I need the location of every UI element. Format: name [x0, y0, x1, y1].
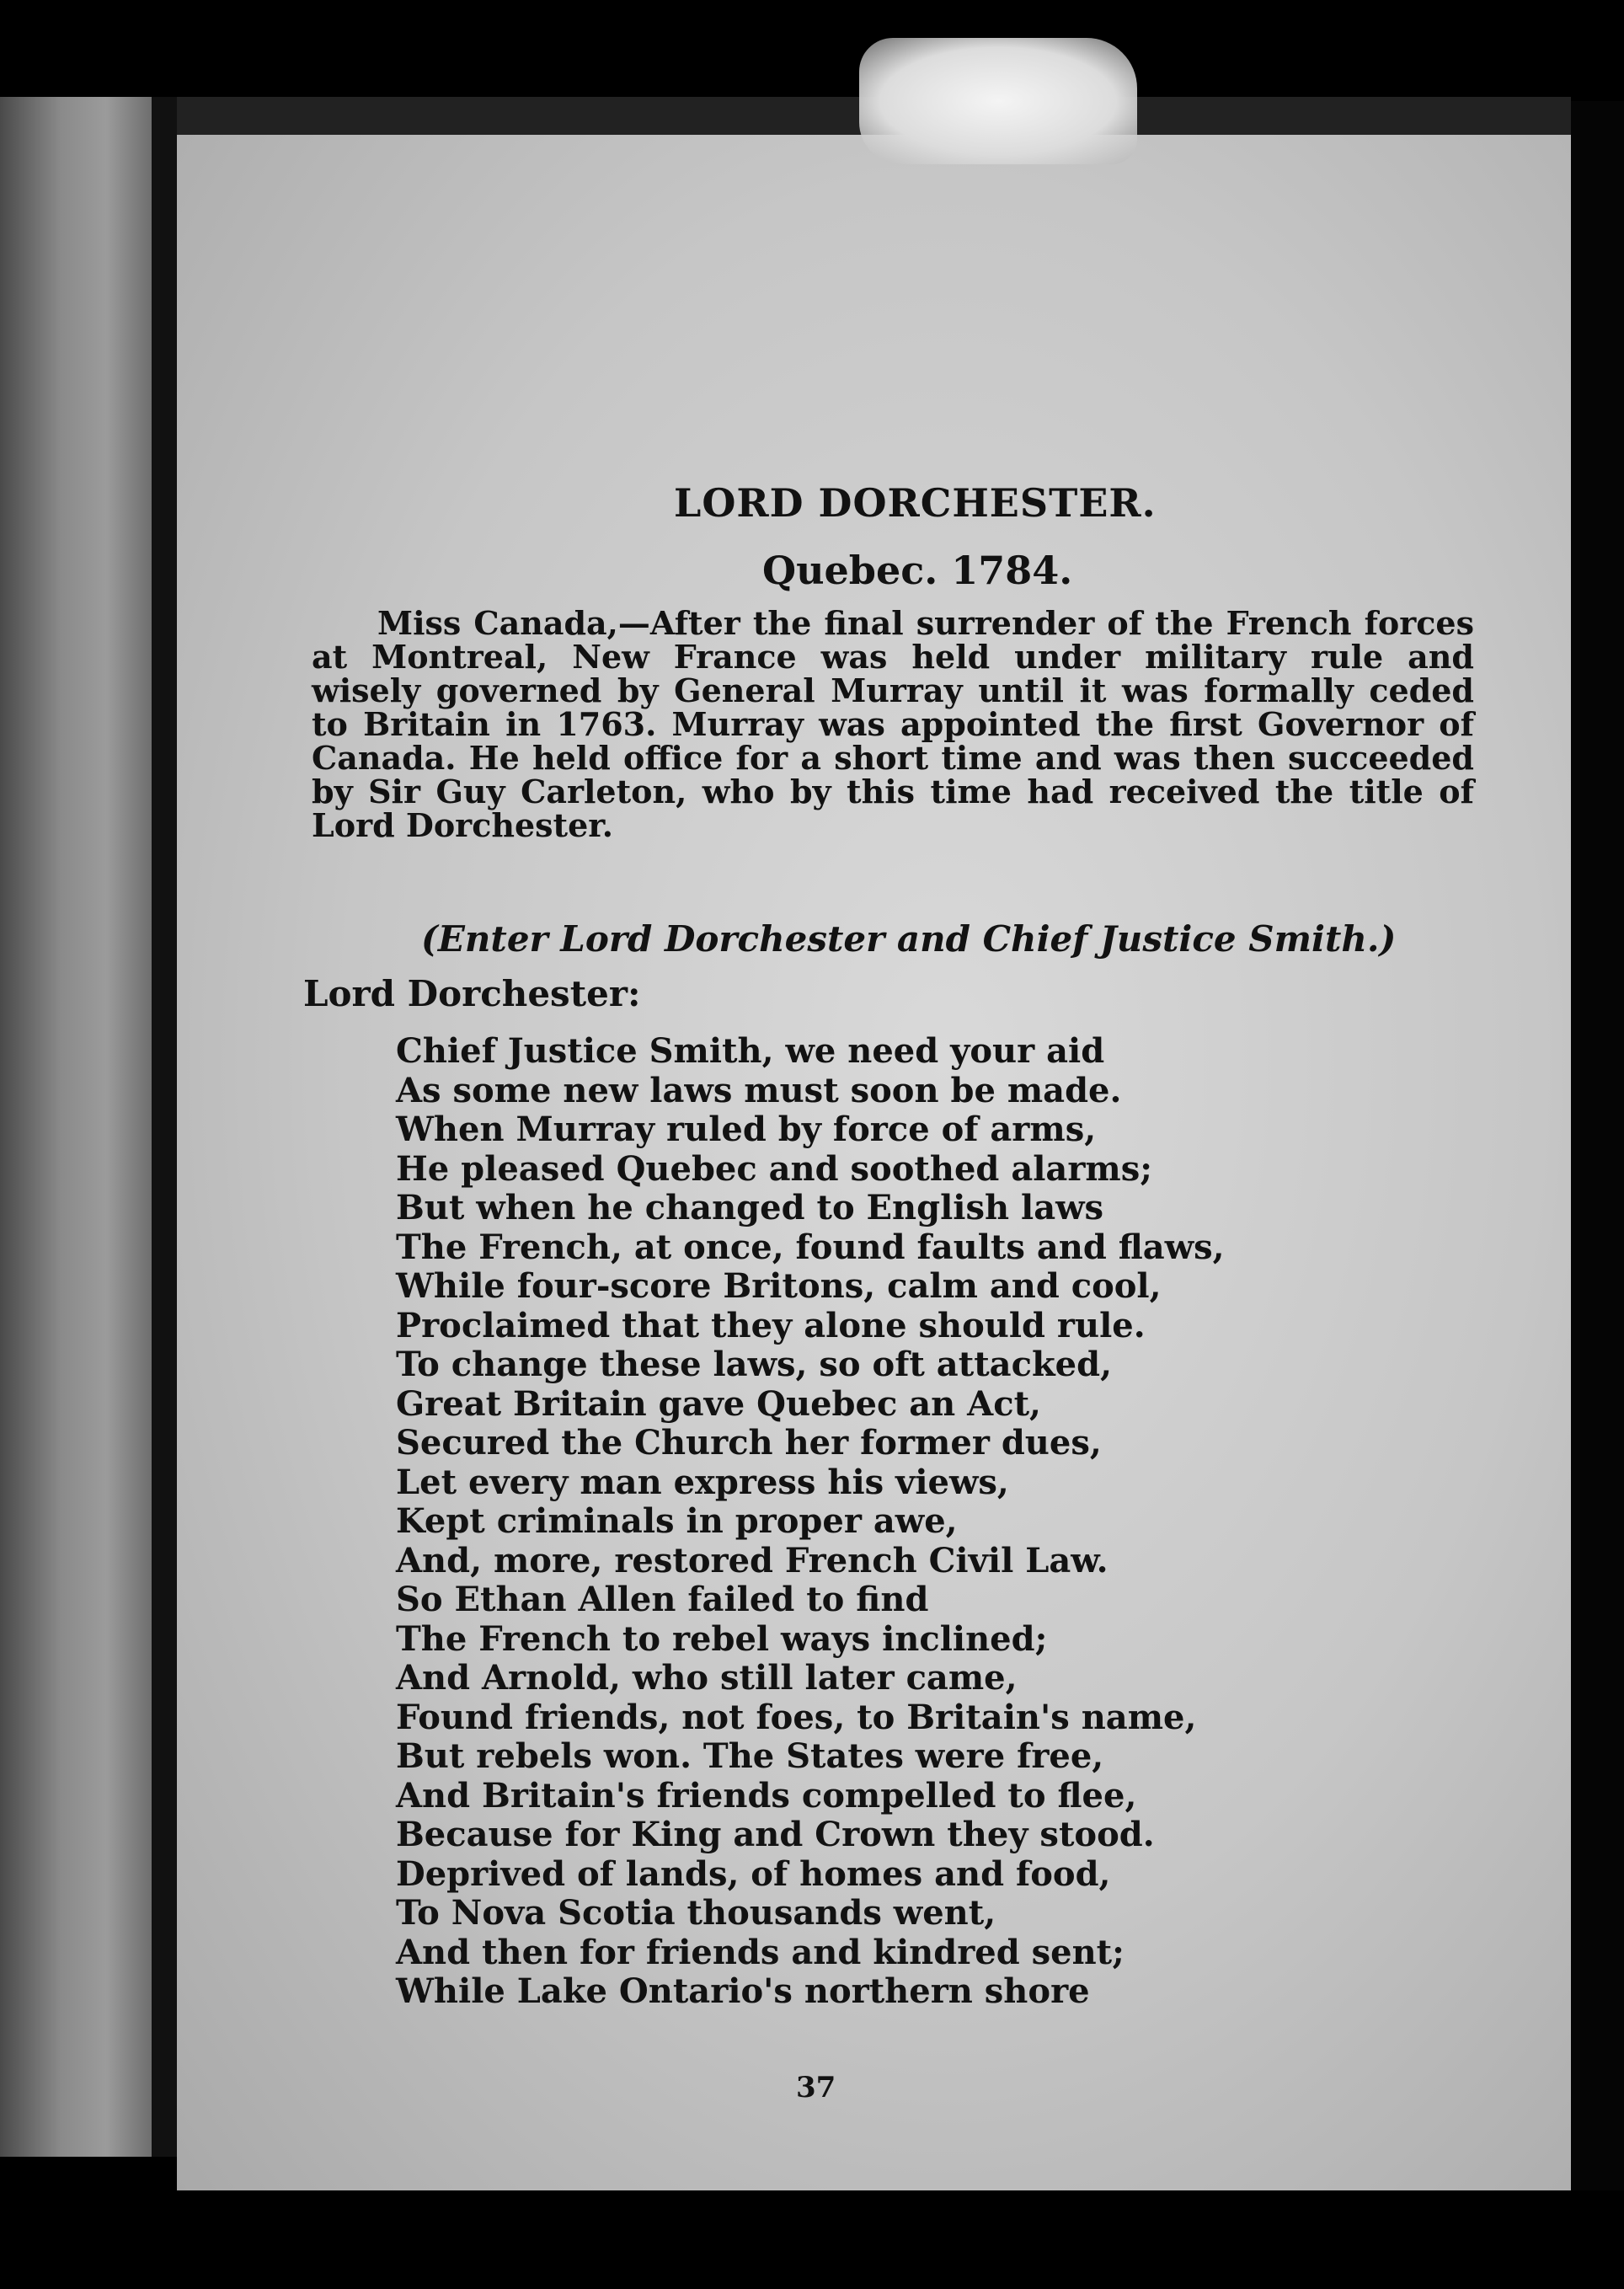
- verse-line: But when he changed to English laws: [396, 1188, 1104, 1227]
- verse-line: Proclaimed that they alone should rule.: [396, 1305, 1146, 1345]
- verse-line: The French, at once, found faults and flaws,: [396, 1227, 1225, 1267]
- speaker-name: Lord Dorchester:: [303, 973, 641, 1014]
- verse-line: And then for friends and kindred sent;: [396, 1932, 1125, 1972]
- verse-line: Kept criminals in proper awe,: [396, 1501, 958, 1541]
- verse-line: While Lake Ontario's northern shore: [396, 1971, 1090, 2011]
- verse-line: To change these laws, so oft attacked,: [396, 1345, 1112, 1384]
- book-gutter: [152, 97, 177, 2157]
- verse-line: Secured the Church her former dues,: [396, 1423, 1102, 1463]
- verse-line: Great Britain gave Quebec an Act,: [396, 1383, 1041, 1424]
- verse-line: The French to rebel ways inclined;: [396, 1618, 1048, 1659]
- narration-paragraph: Miss Canada,—After the final surrender of the French forces at Montreal, New France was held under military rule and wisely governed by General Murray until it was formally ceded to Britain in 1763. Murray was appointed the first Governor of Canada. He held office for a short time and was then succeeded by Sir Guy Carleton, who by this time had received the title of Lord Dorchester.: [312, 604, 1474, 844]
- verse-line: Deprived of lands, of homes and food,: [396, 1853, 1111, 1894]
- tape-fragment: [859, 38, 1137, 164]
- page-title: LORD DORCHESTER.: [674, 480, 1157, 526]
- verse-line: Because for King and Crown they stood.: [396, 1815, 1155, 1854]
- verse-line: As some new laws must soon be made.: [396, 1070, 1122, 1110]
- verse-line: Let every man express his views,: [396, 1462, 1009, 1502]
- facing-page-edge: [0, 97, 152, 2157]
- stage-direction: (Enter Lord Dorchester and Chief Justice Smith.): [421, 918, 1397, 960]
- verse-line: While four-score Britons, calm and cool,: [396, 1266, 1162, 1306]
- verse-line: To Nova Scotia thousands went,: [396, 1893, 996, 1933]
- verse-line: Chief Justice Smith, we need your aid: [396, 1031, 1105, 1071]
- verse-line: And Britain's friends compelled to flee,: [396, 1775, 1137, 1816]
- verse-line: But rebels won. The States were free,: [396, 1736, 1104, 1776]
- scene-location-date: Quebec. 1784.: [762, 548, 1073, 593]
- verse-line: So Ethan Allen failed to find: [396, 1580, 929, 1619]
- verse-block: [396, 1032, 1238, 2012]
- verse-line: He pleased Quebec and soothed alarms;: [396, 1148, 1153, 1189]
- verse-line: And, more, restored French Civil Law.: [396, 1540, 1108, 1580]
- page-number: 37: [796, 2071, 836, 2104]
- verse-line: Found friends, not foes, to Britain's name,: [396, 1697, 1197, 1737]
- verse-line: When Murray ruled by force of arms,: [396, 1110, 1097, 1149]
- right-border: [1571, 101, 1624, 2190]
- verse-line: And Arnold, who still later came,: [396, 1658, 1018, 1698]
